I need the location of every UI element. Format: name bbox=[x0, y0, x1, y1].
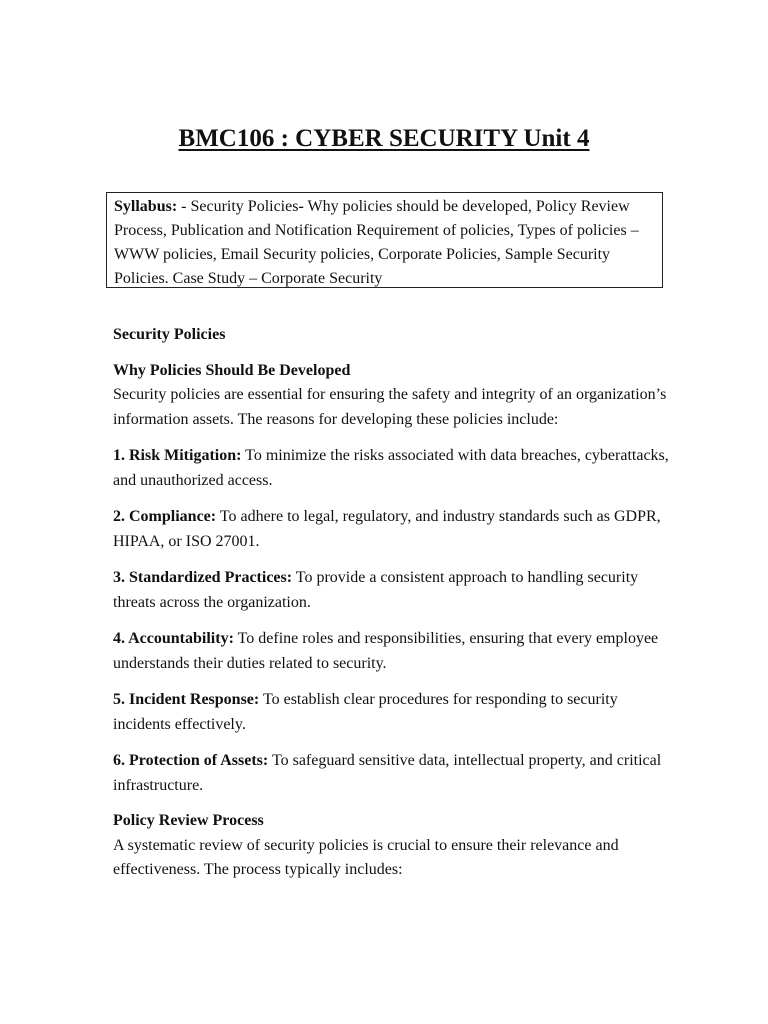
syllabus-text-2: Why policies should be developed, Policy Review Process, Publication and Notification Requirement of policies, Types of policies – WWW policies, Email Security policies, Corporate Policies, Sample Security Policies. Case Study – Corporate Security bbox=[114, 198, 639, 287]
list-item bbox=[113, 688, 673, 737]
section-title-security-policies: Security Policies bbox=[113, 326, 226, 343]
list-item-text: To establish clear procedures for responding to security incidents effectively. bbox=[113, 691, 618, 733]
list-item-label: 6. Protection of Assets: bbox=[113, 752, 269, 769]
list-item-label: 5. Incident Response: bbox=[113, 691, 260, 708]
list-item bbox=[113, 444, 673, 493]
list-item bbox=[113, 749, 673, 798]
syllabus-dash: - bbox=[298, 198, 304, 215]
syllabus-text-1: - Security Policies bbox=[177, 198, 299, 215]
why-intro-paragraph: Security policies are essential for ensuring the safety and integrity of an organization’s information assets. The reasons for developing these policies include: bbox=[113, 386, 667, 428]
list-item-text: To adhere to legal, regulatory, and industry standards such as GDPR, HIPAA, or ISO 27001. bbox=[113, 508, 661, 550]
list-item-label: 1. Risk Mitigation: bbox=[113, 447, 242, 464]
syllabus-box bbox=[106, 192, 663, 288]
list-item-label: 3. Standardized Practices: bbox=[113, 569, 293, 586]
list-item-text: To minimize the risks associated with data breaches, cyberattacks, and unauthorized access. bbox=[113, 447, 669, 489]
list-item-text: To provide a consistent approach to handling security threats across the organization. bbox=[113, 569, 639, 611]
list-item-text: To define roles and responsibilities, ensuring that every employee understands their duties related to security. bbox=[113, 630, 659, 672]
document-body bbox=[113, 323, 673, 883]
heading-why-policies: Why Policies Should Be Developed bbox=[113, 361, 351, 379]
review-intro-paragraph: A systematic review of security policies is crucial to ensure their relevance and effectiveness. The process typically includes: bbox=[113, 836, 619, 878]
list-item-text: To safeguard sensitive data, intellectual property, and critical infrastructure. bbox=[113, 752, 662, 794]
list-item-label: 4. Accountability: bbox=[113, 630, 234, 647]
list-item bbox=[113, 566, 673, 615]
heading-policy-review: Policy Review Process bbox=[113, 812, 264, 829]
list-item-label: 2. Compliance: bbox=[113, 508, 217, 525]
list-item bbox=[113, 505, 673, 554]
syllabus-label: Syllabus: bbox=[114, 198, 178, 215]
document-title: BMC106 : CYBER SECURITY Unit 4 bbox=[178, 125, 590, 152]
list-item bbox=[113, 627, 673, 676]
